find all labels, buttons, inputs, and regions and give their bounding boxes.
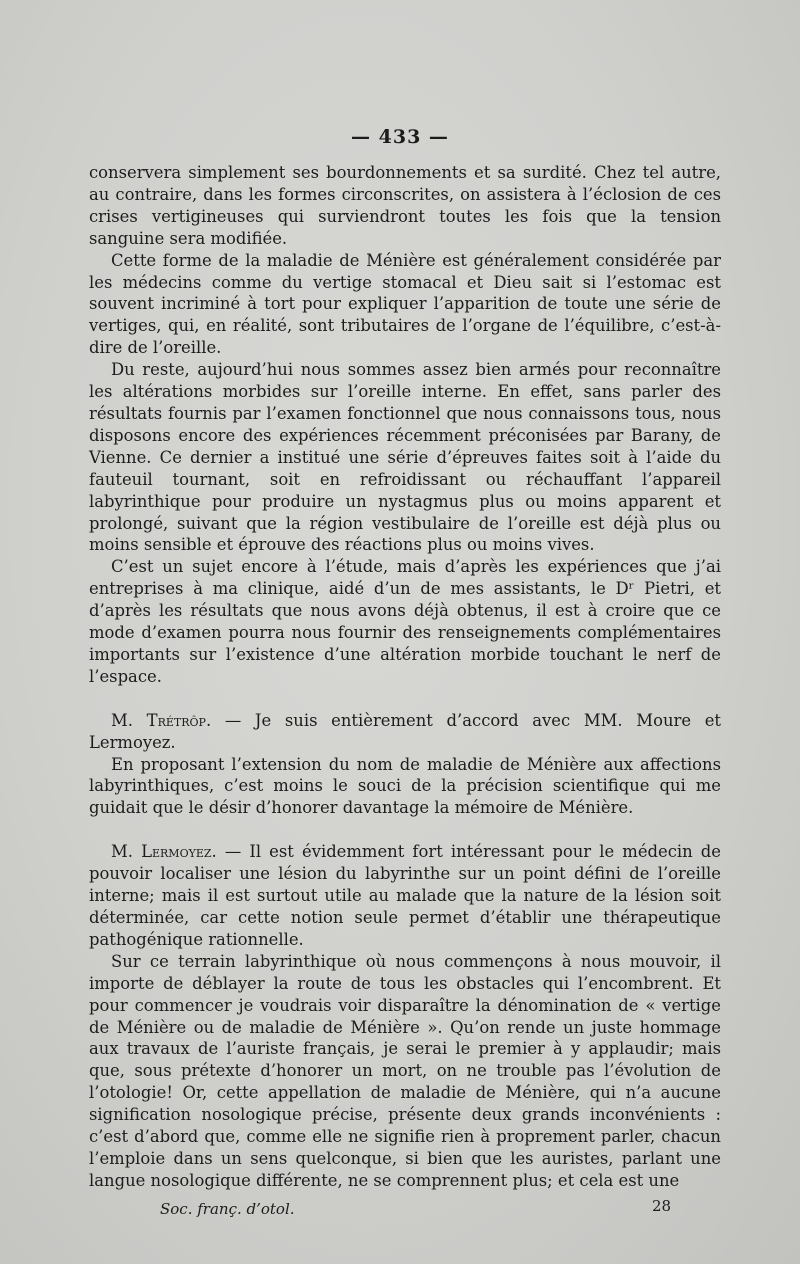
paragraph-2: Cette forme de la maladie de Ménière est généralement considérée par les médecins comme du vertige stomacal et Dieu sait si l’estomac est souvent incriminé à tort pour expliquer l’apparition de toute une série de vertiges, qui, en réalité, sont tributaires de l’organe de l’équilibre, c’est-à-dire de l’oreille. — [89, 250, 721, 358]
footer-signature: 28 — [652, 1197, 672, 1215]
paragraph-8: Sur ce terrain labyrinthique où nous commençons à nous mouvoir, il importe de déblayer la route de tous les obstacles qui l’encombrent. Et pour commencer je voudrais voir disparaître la dénomination de « vertige de Ménière ou de maladie de Ménière ». Qu’on rende un juste hommage aux travaux de l’auriste français, je serai le premier à y applaudir; mais que, sous prétexte d’honorer un mort, on ne trouble pas l’évolution de l’otologie! Or, cette appellation de maladie de Ménière, qui n’a aucune signification nosologique précise, présente deux grands inconvénients : c’est d’abord que, comme elle ne signifie rien à proprement parler, chacun l’emploie dans un sens quelconque, si bien que les auristes, parlant une langue nosologique différente, ne se comprennent plus; et cela est une — [89, 951, 721, 1190]
body-text — [89, 162, 721, 1192]
page-number: — 433 — — [351, 126, 449, 148]
paragraph-3: Du reste, aujourd’hui nous sommes assez bien armés pour reconnaître les altérations morbides sur l’oreille interne. En effet, sans parler des résultats fournis par l’examen fonctionnel que nous connaissons tous, nous disposons encore des expériences récemment préconisées par Barany, de Vienne. Ce dernier a institué une série d’épreuves faites soit à l’aide du fauteuil tournant, soit en refroidissant ou réchauffant l’appareil labyrinthique pour produire un nystagmus plus ou moins apparent et prolongé, suivant que la région vestibulaire de l’oreille est déjà plus ou moins sensible et éprouve des réactions plus ou moins vives. — [89, 360, 721, 555]
speaker-name: M. Trétrôp. — [111, 710, 212, 730]
speaker-text: — Je suis entièrement d’accord avec MM. Moure et Lermoyez. — [89, 710, 722, 752]
paragraph-tretrop — [89, 710, 721, 754]
paragraph-6: En proposant l’extension du nom de maladie de Ménière aux affections labyrinthiques, c’est moins le souci de la précision scientifique qui me guidait que le désir d’honorer davantage la mémoire de Ménière. — [89, 754, 721, 818]
footer-journal: Soc. franç. d’otol. — [160, 1200, 295, 1218]
paragraph-1: conservera simplement ses bourdonnements et sa surdité. Chez tel autre, au contraire, dans les formes circonscrites, on assistera à l’éclosion de ces crises vertigineuses qui surviendront toutes les fois que la tension sanguine sera modifiée. — [89, 163, 721, 248]
speaker-name: M. Lermoyez. — [111, 842, 217, 862]
paragraph-4: C’est un sujet encore à l’étude, mais d’après les expériences que j’ai entreprises à ma clinique, aidé d’un de mes assistants, le Dʳ Pietri, et d’après les résultats que nous avons déjà obtenus, il est à croire que ce mode d’examen pourra nous fournir des renseignements complémentaires importants sur l’existence d’une altération morbide touchant le nerf de l’espace. — [89, 557, 721, 686]
paragraph-lermoyez — [89, 841, 721, 951]
speaker-text: — Il est évidemment fort intéressant pour le médecin de pouvoir localiser une lésion du labyrinthe sur un point défini de l’oreille interne; mais il est surtout utile au malade que la nature de la lésion soit déterminée, car cette notion seule permet d’établir une thérapeutique pathogénique rationnelle. — [89, 842, 721, 949]
